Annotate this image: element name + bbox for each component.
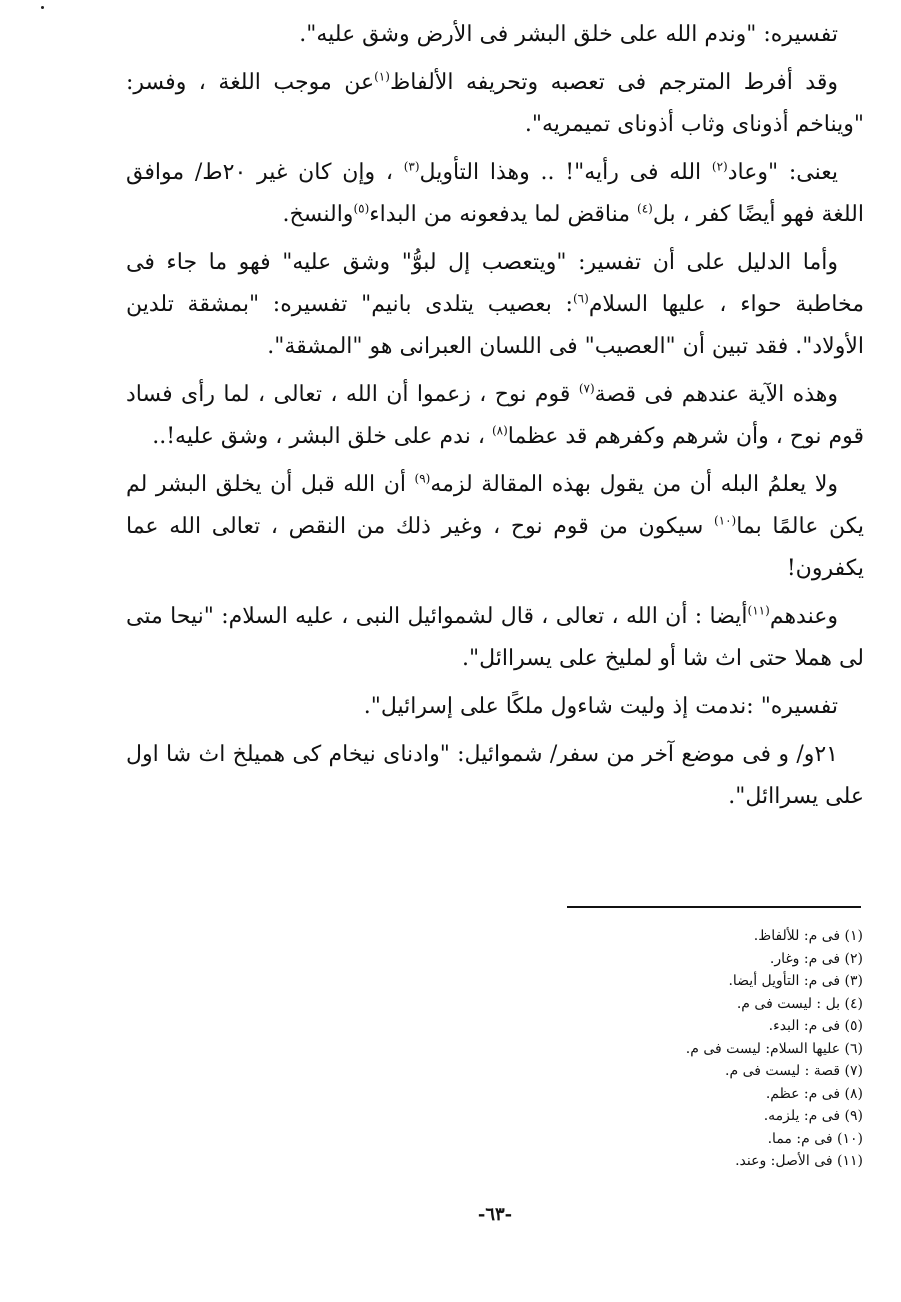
footnotes <box>443 925 863 1173</box>
paragraph-text: ، وإن كان غير ٢٠ط/ موافق اللغة فهو أيضًا كفر ، بل <box>126 160 864 227</box>
footnote-separator <box>567 906 861 908</box>
footnote-item: (٩) فى م: يلزمه. <box>763 1108 863 1124</box>
footnote-marker: (٩) <box>414 471 431 486</box>
paragraph <box>126 374 864 458</box>
paragraph-text: سيكون من قوم نوح ، وغير ذلك من النقص ، تعالى الله عما يكفرون! <box>126 514 864 581</box>
footnote-marker: (٤) <box>637 201 653 216</box>
footnote-item: (١١) فى الأصل: وعند. <box>735 1153 863 1169</box>
footnote-item: (١) فى م: للألفاظ. <box>753 928 863 944</box>
paragraph-text: ، ندم على خلق البشر ، وشق عليه!.. <box>152 424 492 449</box>
footnote-marker: (٨) <box>491 423 508 438</box>
paragraph-text: وعندهم <box>769 604 838 629</box>
paragraph <box>126 242 864 368</box>
paragraph-text: أيضا : أن الله ، تعالى ، قال لشموائيل النبى ، عليه السلام: "نيحا متى لى هملا حتى اث شا أو لمليخ على يسراائل". <box>126 604 864 671</box>
paragraph-text: : بعصيب يتلدى بانيم" تفسيره: "بمشقة تلدين الأولاد". فقد تبين أن "العصيب" فى اللسان العبرانى هو "المشقة". <box>126 292 864 359</box>
paragraph-text: مناقض لما يدفعونه من البداء <box>369 202 638 227</box>
footnote-marker: (٧) <box>578 381 595 396</box>
footnote-marker: (١١) <box>747 603 770 618</box>
paragraph-text: وقد أفرط المترجم فى تعصبه وتحريفه الألفاظ <box>389 70 838 95</box>
footnote-item: (١٠) فى م: مما. <box>767 1130 863 1147</box>
footnote-item: (٨) فى م: عظم. <box>765 1085 863 1102</box>
paragraph-text: يعنى: "وعاد <box>727 160 838 185</box>
paragraph-text: عن موجب اللغة ، وفسر: "ويناخم أذوناى وثاب أذوناى تميمريه". <box>126 70 864 137</box>
paragraph <box>126 152 864 236</box>
footnote-marker: (٢) <box>711 159 728 174</box>
footnote-item: (٦) عليها السلام: ليست فى م. <box>685 1040 863 1057</box>
paragraph-text: أن الله قبل أن يخلق البشر لم يكن عالمًا بما <box>126 472 865 539</box>
paragraph-text: وأما الدليل على أن تفسير: "ويتعصب إل لبوُّ" وشق عليه" فهو ما جاء فى مخاطبة حواء ، عليها السلام <box>126 250 864 317</box>
paragraph-text: ولا يعلمُ البله أن من يقول بهذه المقالة لزمه <box>430 472 839 497</box>
paragraph-text: تفسيره: "وندم الله على خلق البشر فى الأرض وشق عليه". <box>299 22 838 47</box>
footnote-marker: (١٠) <box>713 513 737 528</box>
paragraph-text: قوم نوح ، زعموا أن الله ، تعالى ، لما رأى فساد قوم نوح ، وأن شرهم وكفرهم قد عظما <box>126 382 864 449</box>
paragraph-text: تفسيره" :ندمت إذ وليت شاءول ملكًا على إسرائيل". <box>363 694 838 719</box>
paragraph <box>126 596 864 680</box>
footnote-marker: (٥) <box>353 201 370 216</box>
paragraph <box>126 734 864 818</box>
paragraph-text: وهذه الآية عندهم فى قصة <box>594 382 838 407</box>
page-number: -٦٣- <box>477 1204 513 1225</box>
footnote-item: (٤) بل : ليست فى م. <box>736 995 863 1012</box>
footnote-marker: (٦) <box>572 291 589 306</box>
paragraph <box>126 686 864 728</box>
body-text <box>126 14 864 824</box>
corner-mark <box>41 6 44 9</box>
footnote-item: (٣) فى م: التأويل أيضا. <box>728 973 863 989</box>
paragraph <box>126 14 864 56</box>
paragraph-text: ٢١و/ و فى موضع آخر من سفر/ شموائيل: "وادناى نيخام كى هميلخ اث شا اول على يسراائل". <box>126 742 864 809</box>
footnote-marker: (٣) <box>403 159 420 174</box>
footnote-item: (٧) قصة : ليست فى م. <box>725 1063 863 1079</box>
footnote-marker: (١) <box>374 69 390 84</box>
paragraph-text: والنسخ. <box>282 202 354 227</box>
paragraph <box>126 62 864 146</box>
paragraph-text: الله فى رأيه"! .. وهذا التأويل <box>419 160 712 185</box>
footnote-item: (٢) فى م: وغار. <box>769 950 863 967</box>
footnote-item: (٥) فى م: البدء. <box>768 1018 863 1034</box>
paragraph <box>126 464 864 590</box>
